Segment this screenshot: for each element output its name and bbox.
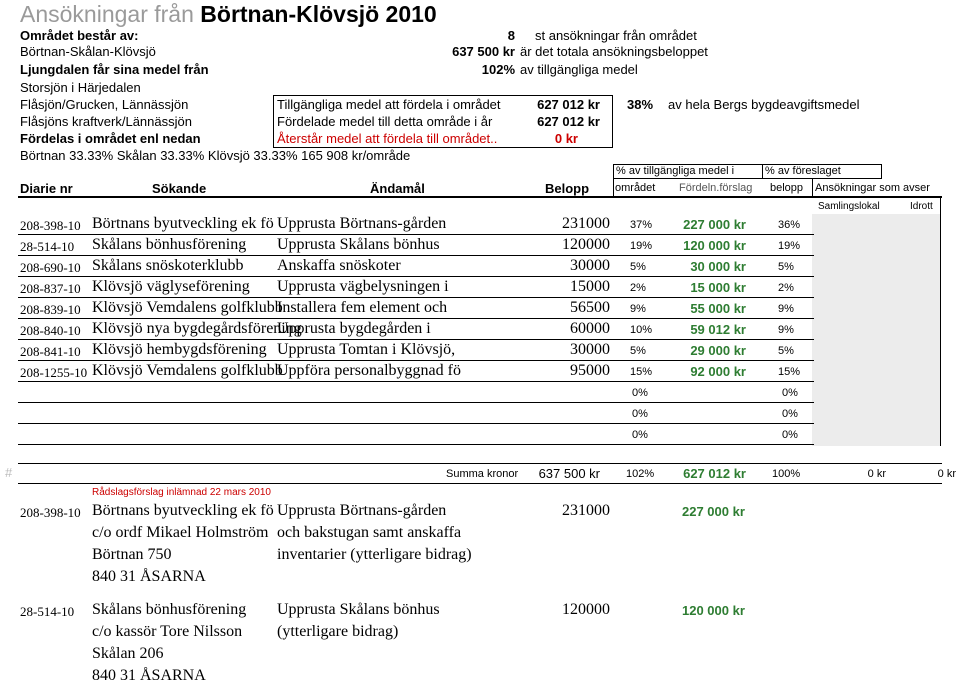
title-name: Börtnan-Klövsjö 2010 [200, 1, 437, 27]
row-line [18, 297, 814, 298]
row-sokande: Klövsjö Vemdalens golfklubb [92, 362, 283, 379]
available-pct: 38% [627, 97, 654, 112]
totals-hash: # [5, 465, 13, 480]
row-diarie: 208-690-10 [20, 260, 81, 275]
row-pct2: 5% [778, 261, 794, 273]
detail-purpose-line: (ytterligare bidrag) [277, 623, 399, 640]
totals-idrott: 0 kr [937, 468, 956, 480]
area-count: 8 [507, 28, 515, 43]
row-pct: 5% [630, 345, 646, 357]
detail-purpose-line: inventarier (ytterligare bidrag) [277, 546, 472, 563]
header-omradet: området [615, 182, 656, 194]
remaining-amount: 0 kr [554, 131, 578, 146]
row-belopp: 15000 [570, 278, 610, 295]
row-andamal: Upprusta Skålans bönhus [277, 236, 440, 253]
header-sokande: Sökande [152, 181, 207, 196]
detail-belopp: 231000 [562, 502, 610, 519]
row-andamal: Uppföra personalbyggnad fö [277, 362, 461, 379]
row-pct2: 0% [782, 387, 798, 399]
row-sokande: Klövsjö Vemdalens golfklubb [92, 299, 283, 316]
row-pct: 0% [632, 408, 648, 420]
row-forslag: 227 000 kr [683, 217, 746, 232]
row-sokande: Klövsjö nya bygdegårdsförening [92, 320, 302, 337]
header-ansokningar: Ansökningar som avser [815, 182, 930, 194]
detail-diarie: 28-514-10 [20, 604, 75, 619]
title-prefix: Ansökningar från [20, 1, 194, 27]
row-pct2: 9% [778, 303, 794, 315]
row-line [18, 234, 814, 235]
row-forslag: 29 000 kr [690, 343, 746, 358]
grid-divider [812, 179, 813, 196]
row-andamal: Upprusta Tomtan i Klövsjö, [277, 341, 456, 358]
row-line [18, 276, 814, 277]
detail-diarie: 208-398-10 [20, 505, 81, 520]
row-line [18, 360, 814, 361]
row-diarie: 208-841-10 [20, 344, 81, 359]
row-line [18, 339, 814, 340]
row-pct2: 15% [778, 366, 801, 378]
detail-purpose-line: Upprusta Börtnans-gården [277, 502, 447, 519]
row-forslag: 15 000 kr [690, 280, 746, 295]
row-line [18, 423, 814, 424]
remaining-label: Återstår medel att fördela till området.. [277, 131, 498, 146]
totals-pct: 102% [626, 468, 655, 480]
available-note: av hela Bergs bygdeavgiftsmedel [668, 97, 860, 112]
row-pct: 2% [630, 282, 646, 294]
totals-label: Summa kronor [446, 468, 519, 480]
ljungdalen-label: Ljungdalen får sina medel från [20, 62, 209, 77]
row-diarie: 208-398-10 [20, 218, 81, 233]
total-text: är det totala ansökningsbeloppet [520, 44, 708, 59]
row-pct: 0% [632, 429, 648, 441]
header-belopp: Belopp [545, 181, 590, 196]
totals-samlingslokal: 0 kr [867, 468, 886, 480]
row-sokande: Skålans snöskoterklubb [92, 257, 244, 274]
ljungdalen-text: av tillgängliga medel [520, 62, 638, 77]
row-forslag: 59 012 kr [690, 322, 746, 337]
totals-bottom-line [18, 483, 942, 484]
row-diarie: 28-514-10 [20, 239, 75, 254]
row-andamal: Upprusta bygdegården i [277, 320, 431, 337]
detail-purpose-line: och bakstugan samt anskaffa [277, 524, 462, 541]
row-sokande: Börtnans byutveckling ek fö [92, 215, 274, 232]
row-pct2: 0% [782, 429, 798, 441]
category-area [812, 214, 940, 446]
grid-divider [613, 164, 614, 196]
available-amount: 627 012 kr [537, 97, 600, 112]
header-samlingslokal: Samlingslokal [818, 201, 880, 212]
totals-line [18, 463, 942, 464]
row-line [18, 402, 814, 403]
split-text: Börtnan 33.33% Skålan 33.33% Klövsjö 33.33% 165 908 kr/område [20, 148, 411, 163]
row-belopp: 56500 [570, 299, 610, 316]
row-line [18, 318, 814, 319]
detail-applicant-line: c/o ordf Mikael Holmström [92, 524, 269, 541]
totals-forslag: 627 012 kr [683, 466, 746, 481]
row-andamal: Anskaffa snöskoter [277, 257, 401, 274]
distributed-label: Fördelade medel till detta område i år [277, 114, 493, 129]
row-pct: 15% [630, 366, 653, 378]
row-diarie: 208-837-10 [20, 281, 81, 296]
row-andamal: Installera fem element och [277, 299, 448, 316]
total-amount: 637 500 kr [452, 44, 515, 59]
header-diarie: Diarie nr [20, 181, 73, 196]
row-diarie: 208-1255-10 [20, 365, 88, 380]
table-top-line [18, 196, 942, 198]
detail-applicant-line: Börtnan 750 [92, 546, 172, 563]
detail-belopp: 120000 [562, 601, 610, 618]
detail-applicant-line: 840 31 ÅSARNA [92, 568, 206, 585]
row-diarie: 208-840-10 [20, 323, 81, 338]
area-count-text: st ansökningar från området [535, 28, 697, 43]
storsjon-label: Storsjön i Härjedalen [20, 80, 141, 95]
row-pct: 10% [630, 324, 653, 336]
detail-forslag: 120 000 kr [682, 603, 745, 618]
row-sokande: Klövsjö hembygdsförening [92, 341, 267, 358]
distributed-amount: 627 012 kr [537, 114, 600, 129]
row-sokande: Klövsjö väglyseförening [92, 278, 250, 295]
detail-applicant-line: 840 31 ÅSARNA [92, 667, 206, 684]
header-pct-proposed: % av föreslaget [765, 165, 841, 177]
page-title [20, 1, 437, 28]
header-pct-available: % av tillgängliga medel i [616, 165, 735, 177]
flasjon-kraft-label: Flåsjöns kraftverk/Lännässjön [20, 114, 192, 129]
row-pct2: 9% [778, 324, 794, 336]
row-pct: 9% [630, 303, 646, 315]
row-pct: 5% [630, 261, 646, 273]
row-belopp: 60000 [570, 320, 610, 337]
row-diarie: 208-839-10 [20, 302, 81, 317]
area-label: Området består av: [20, 28, 139, 43]
row-andamal: Upprusta vägbelysningen i [277, 278, 449, 295]
row-sokande: Skålans bönhusförening [92, 236, 247, 253]
row-forslag: 92 000 kr [690, 364, 746, 379]
row-belopp: 30000 [570, 257, 610, 274]
row-pct: 0% [632, 387, 648, 399]
header-idrott: Idrott [910, 201, 933, 212]
row-pct2: 36% [778, 219, 801, 231]
detail-applicant-line: Skålan 206 [92, 645, 164, 662]
row-line [18, 444, 814, 445]
row-line [18, 381, 814, 382]
row-forslag: 55 000 kr [690, 301, 746, 316]
row-pct: 37% [630, 219, 653, 231]
header-andamal: Ändamål [370, 181, 425, 196]
row-andamal: Upprusta Börtnans-gården [277, 215, 447, 232]
fordelas-label: Fördelas i området enl nedan [20, 131, 201, 146]
row-belopp: 95000 [570, 362, 610, 379]
row-pct2: 19% [778, 240, 801, 252]
row-pct2: 0% [782, 408, 798, 420]
available-label: Tillgängliga medel att fördela i området [277, 97, 501, 112]
detail-purpose-line: Upprusta Skålans bönhus [277, 601, 440, 618]
detail-applicant-line: c/o kassör Tore Nilsson [92, 623, 243, 640]
row-belopp: 30000 [570, 341, 610, 358]
flasjon-grucken-label: Flåsjön/Grucken, Lännässjön [20, 97, 189, 112]
row-pct: 19% [630, 240, 653, 252]
total-name: Börtnan-Skålan-Klövsjö [20, 44, 156, 59]
row-belopp: 231000 [562, 215, 610, 232]
row-forslag: 30 000 kr [690, 259, 746, 274]
header-fordeln: Fördeln.förslag [679, 182, 753, 194]
header-belopp2: belopp [770, 182, 804, 194]
row-line [18, 255, 814, 256]
row-pct2: 5% [778, 345, 794, 357]
detail-applicant-line: Börtnans byutveckling ek fö [92, 502, 274, 519]
detail-applicant-line: Skålans bönhusförening [92, 601, 247, 618]
row-belopp: 120000 [562, 236, 610, 253]
ljungdalen-pct: 102% [481, 62, 515, 77]
row-forslag: 120 000 kr [683, 238, 746, 253]
totals-belopp: 637 500 kr [538, 466, 600, 481]
proposal-note: Rådslagsförslag inlämnad 22 mars 2010 [92, 487, 271, 498]
detail-forslag: 227 000 kr [682, 504, 745, 519]
grid-divider [940, 196, 941, 446]
row-pct2: 2% [778, 282, 794, 294]
totals-pct2: 100% [772, 468, 801, 480]
